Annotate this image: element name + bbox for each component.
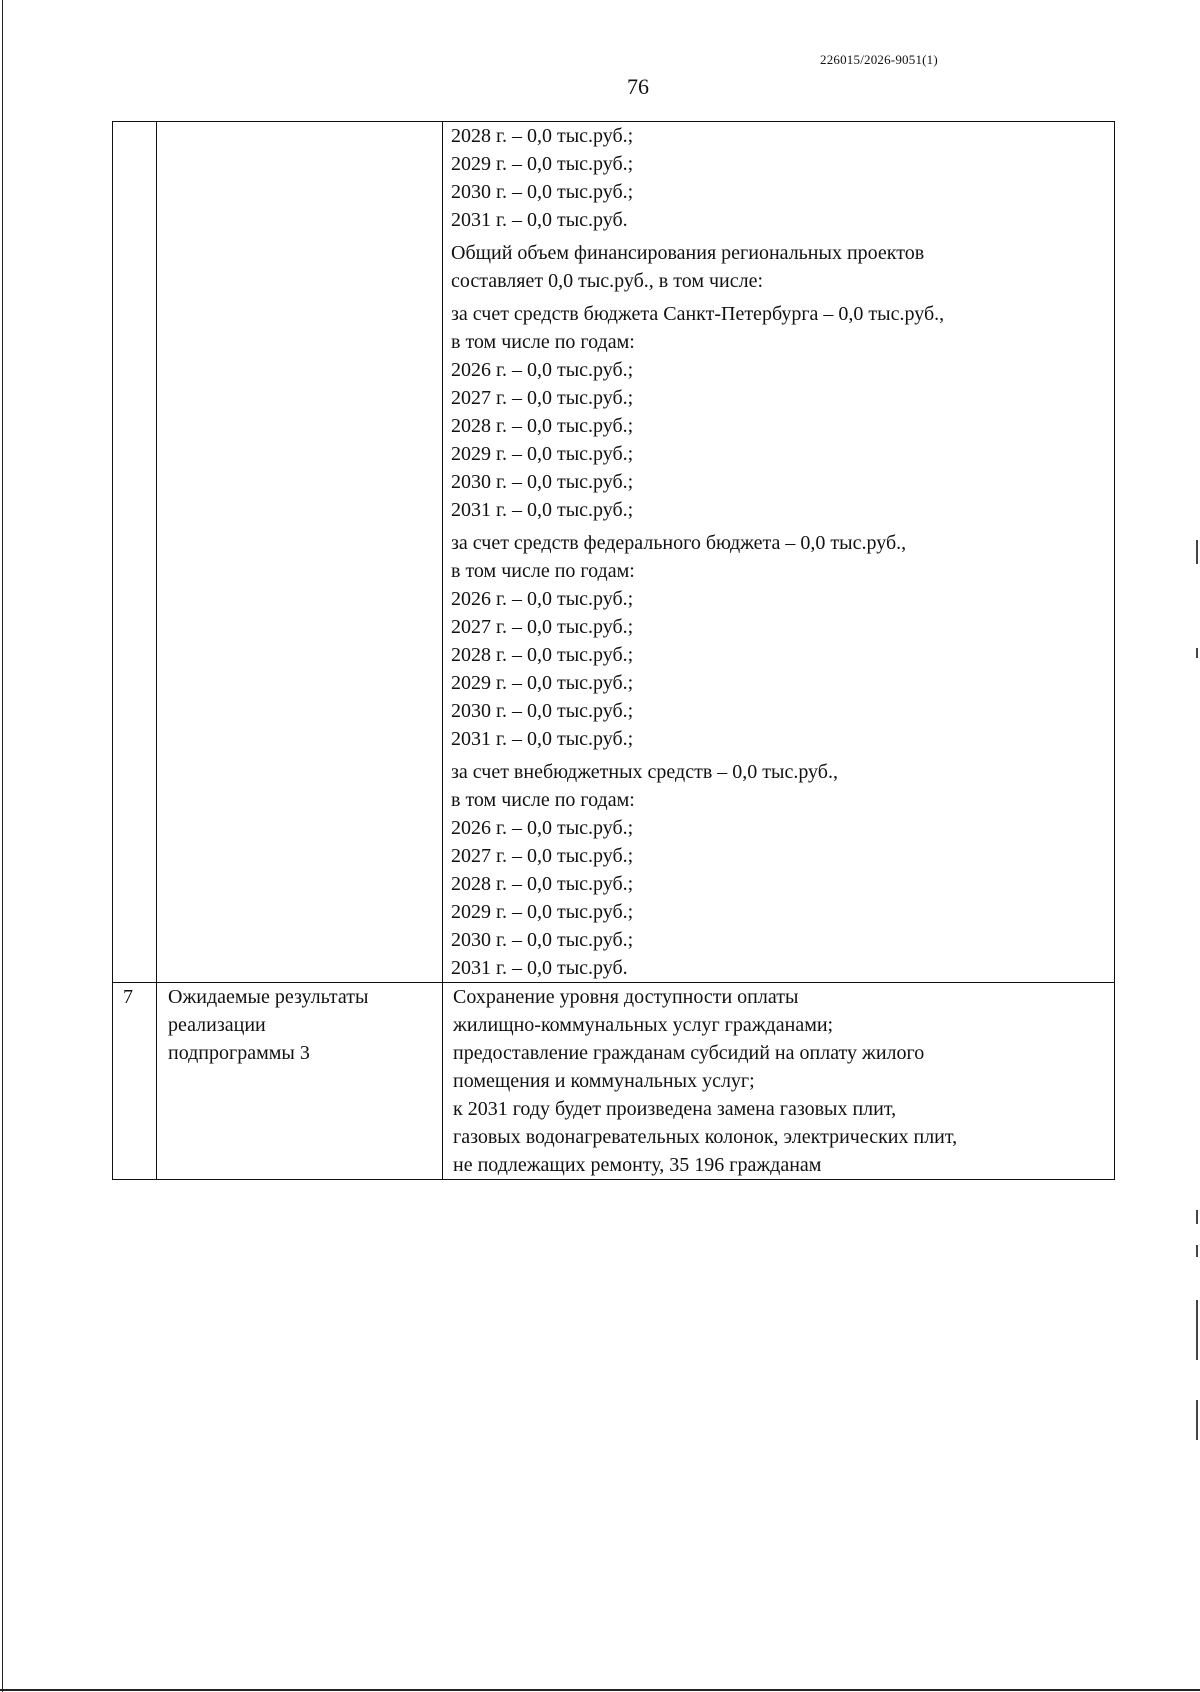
text-line: 2029 г. – 0,0 тыс.руб.; (451, 443, 634, 465)
scan-mark (1196, 1300, 1198, 1360)
financing-block (443, 529, 1114, 753)
document-id: 226015/2026-9051(1) (820, 52, 938, 67)
row-label (157, 983, 443, 1180)
text-line: 2027 г. – 0,0 тыс.руб.; (451, 616, 634, 638)
financing-block (443, 122, 1114, 234)
text-line: 2030 г. – 0,0 тыс.руб.; (451, 181, 634, 203)
text-line: помещения и коммунальных услуг; (453, 1070, 755, 1092)
text-line: 2030 г. – 0,0 тыс.руб.; (451, 700, 634, 722)
scan-mark (1196, 1210, 1198, 1224)
text-line: предоставление гражданам субсидий на оплату жилого (453, 1042, 925, 1064)
text-line: за счет средств федерального бюджета – 0,0 тыс.руб., (451, 532, 907, 554)
text-line: Общий объем финансирования региональных проектов (451, 242, 925, 264)
scan-edge-bottom (0, 1689, 1200, 1691)
content-cell (443, 122, 1115, 983)
text-line: за счет средств бюджета Санкт-Петербурга – 0,0 тыс.руб., (451, 303, 945, 325)
financing-block (443, 300, 1114, 524)
scan-mark (1196, 1245, 1198, 1257)
scan-mark (1196, 540, 1198, 564)
text-line: 2031 г. – 0,0 тыс.руб. (451, 957, 628, 979)
label-cell (157, 122, 443, 983)
text-line: 2028 г. – 0,0 тыс.руб.; (451, 873, 634, 895)
text-line: в том числе по годам: (451, 560, 635, 582)
table-row-7 (113, 983, 1115, 1180)
financing-blocks (443, 122, 1114, 982)
text-line: Сохранение уровня доступности оплаты (453, 986, 799, 1008)
text-line: жилищно-коммунальных услуг гражданами; (453, 1014, 834, 1036)
text-line: 2029 г. – 0,0 тыс.руб.; (451, 153, 634, 175)
number-cell (113, 122, 157, 983)
financing-block (443, 239, 1114, 295)
text-line: 2030 г. – 0,0 тыс.руб.; (451, 929, 634, 951)
row-number: 7 (113, 983, 157, 1180)
label-line: Ожидаемые результаты (168, 986, 369, 1008)
text-line: 2029 г. – 0,0 тыс.руб.; (451, 672, 634, 694)
text-line: 2031 г. – 0,0 тыс.руб.; (451, 499, 634, 521)
text-line: 2026 г. – 0,0 тыс.руб.; (451, 359, 634, 381)
text-line: газовых водонагревательных колонок, электрических плит, (453, 1126, 958, 1148)
expected-results (443, 983, 1115, 1180)
table-row-continued (113, 122, 1115, 983)
text-line: 2031 г. – 0,0 тыс.руб. (451, 209, 628, 231)
text-line: составляет 0,0 тыс.руб., в том числе: (451, 270, 764, 292)
text-line: 2027 г. – 0,0 тыс.руб.; (451, 845, 634, 867)
text-line: 2028 г. – 0,0 тыс.руб.; (451, 415, 634, 437)
page-number: 76 (627, 74, 649, 99)
text-line: 2030 г. – 0,0 тыс.руб.; (451, 471, 634, 493)
text-line: 2026 г. – 0,0 тыс.руб.; (451, 588, 634, 610)
text-line: 2029 г. – 0,0 тыс.руб.; (451, 901, 634, 923)
label-line: реализации (168, 1014, 266, 1036)
text-line: 2027 г. – 0,0 тыс.руб.; (451, 387, 634, 409)
text-line: 2028 г. – 0,0 тыс.руб.; (451, 644, 634, 666)
label-line: подпрограммы 3 (168, 1042, 310, 1064)
program-table (112, 121, 1115, 1180)
text-line: к 2031 году будет произведена замена газовых плит, (453, 1098, 897, 1120)
text-line: 2028 г. – 0,0 тыс.руб.; (451, 125, 634, 147)
scan-edge-left (2, 0, 3, 1692)
text-line: в том числе по годам: (451, 789, 635, 811)
text-line: 2031 г. – 0,0 тыс.руб.; (451, 728, 634, 750)
scan-mark (1196, 648, 1198, 658)
text-line: за счет внебюджетных средств – 0,0 тыс.руб., (451, 761, 838, 783)
results-text (443, 983, 1114, 1179)
text-line: в том числе по годам: (451, 331, 635, 353)
scan-mark (1196, 1400, 1198, 1440)
financing-block (443, 758, 1114, 982)
text-line: не подлежащих ремонту, 35 196 гражданам (453, 1154, 822, 1176)
text-line: 2026 г. – 0,0 тыс.руб.; (451, 817, 634, 839)
